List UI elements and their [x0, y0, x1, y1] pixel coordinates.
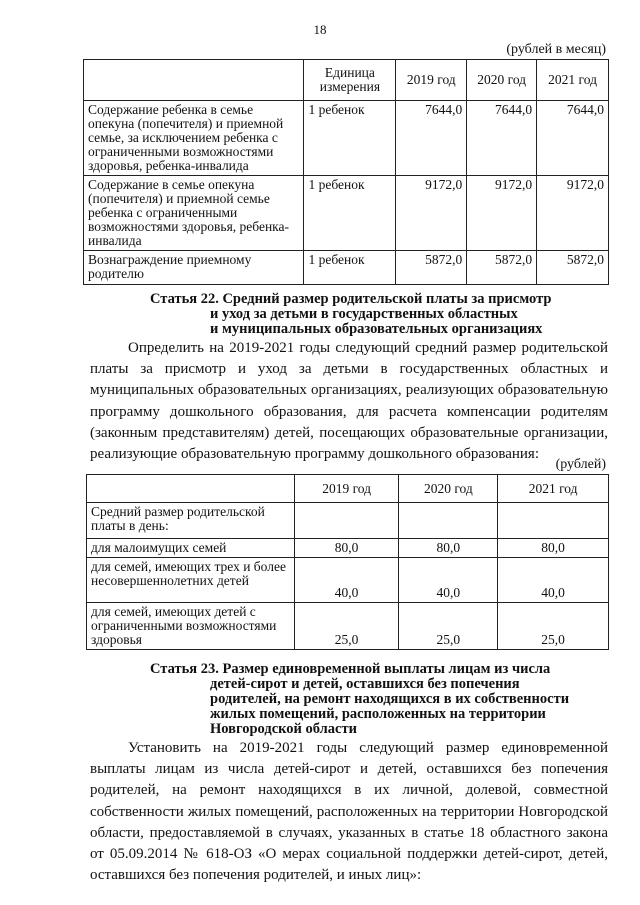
- table-row: [84, 176, 609, 251]
- heading-line: и муниципальных образовательных организациях: [210, 321, 543, 337]
- row-label: для семей, имеющих детей с ограниченными возможностями здоровья: [87, 603, 295, 650]
- heading-line: родителей, на ремонт находящихся в их собственности: [210, 691, 570, 707]
- value-2021: 7644,0: [537, 101, 609, 176]
- header-cell-unit: Единица измерения: [304, 60, 396, 101]
- table-caption-row: [87, 503, 609, 539]
- empty-cell: [294, 503, 399, 539]
- table-row: [84, 101, 609, 176]
- value-2021: 80,0: [498, 539, 609, 558]
- header-cell-2019: 2019 год: [294, 475, 399, 503]
- header-cell-2021: 2021 год: [498, 475, 609, 503]
- value-2019: 25,0: [294, 603, 399, 650]
- table-row: [87, 603, 609, 650]
- value-2020: 40,0: [399, 558, 498, 603]
- table-header-row: [87, 475, 609, 503]
- row-label: Содержание ребенка в семье опекуна (попечителя) и приемной семье, за исключением ребенка с ограниченными возможностями здоровья, ребенка-инвалида: [84, 101, 304, 176]
- paragraph: Установить на 2019-2021 годы следующий размер единовременной выплаты лицам из числа детей-сирот и детей, оставшихся без попечения родителей, на ремонт находящихся в их личной, долевой, совместной собственности жилых помещений, расположенных на территории Новгородской области, предоставляемой в случаях, указанных в статье 18 областного закона от 05.09.2014 № 618-ОЗ «О мерах социальной поддержки детей-сирот, детей, оставшихся без попечения родителей, и иных лиц»:: [90, 740, 608, 884]
- row-label: Вознаграждение приемному родителю: [84, 251, 304, 285]
- header-cell-2020: 2020 год: [467, 60, 537, 101]
- heading-line: детей-сирот и детей, оставшихся без попечения: [210, 676, 520, 692]
- header-cell-2021: 2021 год: [537, 60, 609, 101]
- value-2019: 9172,0: [396, 176, 467, 251]
- value-2020: 5872,0: [467, 251, 537, 285]
- article22-text: [90, 338, 608, 465]
- value-2021: 25,0: [498, 603, 609, 650]
- header-cell-empty: [84, 60, 304, 101]
- table-row: [84, 251, 609, 285]
- header-cell-2019: 2019 год: [396, 60, 467, 101]
- table-header-row: [84, 60, 609, 101]
- paragraph: Определить на 2019-2021 годы следующий средний размер родительской платы за присмотр и уход за детьми в государственных областных и муниципальных образовательных организациях, реализующих образовательную программу дошкольного образования, для расчета компенсации родителям (законным представителям) детей, посещающих образовательные организации, реализующие образовательную программу дошкольного образования:: [90, 340, 608, 463]
- value-2020: 25,0: [399, 603, 498, 650]
- table1-unit: (рублей в месяц): [506, 42, 606, 57]
- header-cell-2020: 2020 год: [399, 475, 498, 503]
- article23-heading: [150, 662, 610, 737]
- heading-line: Статья 23. Размер единовременной выплаты лицам из числа: [150, 661, 551, 677]
- row-label: для семей, имеющих трех и более несовершеннолетних детей: [87, 558, 295, 603]
- value-2019: 7644,0: [396, 101, 467, 176]
- table-row: [87, 558, 609, 603]
- empty-cell: [399, 503, 498, 539]
- article23-text: [90, 738, 608, 886]
- table-row: [87, 539, 609, 558]
- row-unit: 1 ребенок: [304, 176, 396, 251]
- value-2021: 9172,0: [537, 176, 609, 251]
- value-2020: 80,0: [399, 539, 498, 558]
- heading-line: и уход за детьми в государственных областных: [210, 306, 518, 322]
- value-2021: 5872,0: [537, 251, 609, 285]
- table2-unit: (рублей): [555, 457, 606, 472]
- value-2019: 40,0: [294, 558, 399, 603]
- article22-heading: [150, 292, 610, 337]
- value-2020: 7644,0: [467, 101, 537, 176]
- value-2019: 80,0: [294, 539, 399, 558]
- empty-cell: [498, 503, 609, 539]
- caption-cell: Средний размер родительской платы в день:: [87, 503, 295, 539]
- header-cell-empty: [87, 475, 295, 503]
- row-unit: 1 ребенок: [304, 101, 396, 176]
- value-2021: 40,0: [498, 558, 609, 603]
- value-2020: 9172,0: [467, 176, 537, 251]
- table-parental-fee: [86, 474, 609, 650]
- value-2019: 5872,0: [396, 251, 467, 285]
- heading-line: Новгородской области: [210, 721, 357, 737]
- row-label: Содержание в семье опекуна (попечителя) и приемной семье ребенка с ограниченными возможностями здоровья, ребенка-инвалида: [84, 176, 304, 251]
- page-number: 18: [313, 22, 327, 37]
- row-label: для малоимущих семей: [87, 539, 295, 558]
- heading-line: Статья 22. Средний размер родительской платы за присмотр: [150, 291, 552, 307]
- row-unit: 1 ребенок: [304, 251, 396, 285]
- heading-line: жилых помещений, расположенных на территории: [210, 706, 546, 722]
- table-child-maintenance: [83, 59, 609, 285]
